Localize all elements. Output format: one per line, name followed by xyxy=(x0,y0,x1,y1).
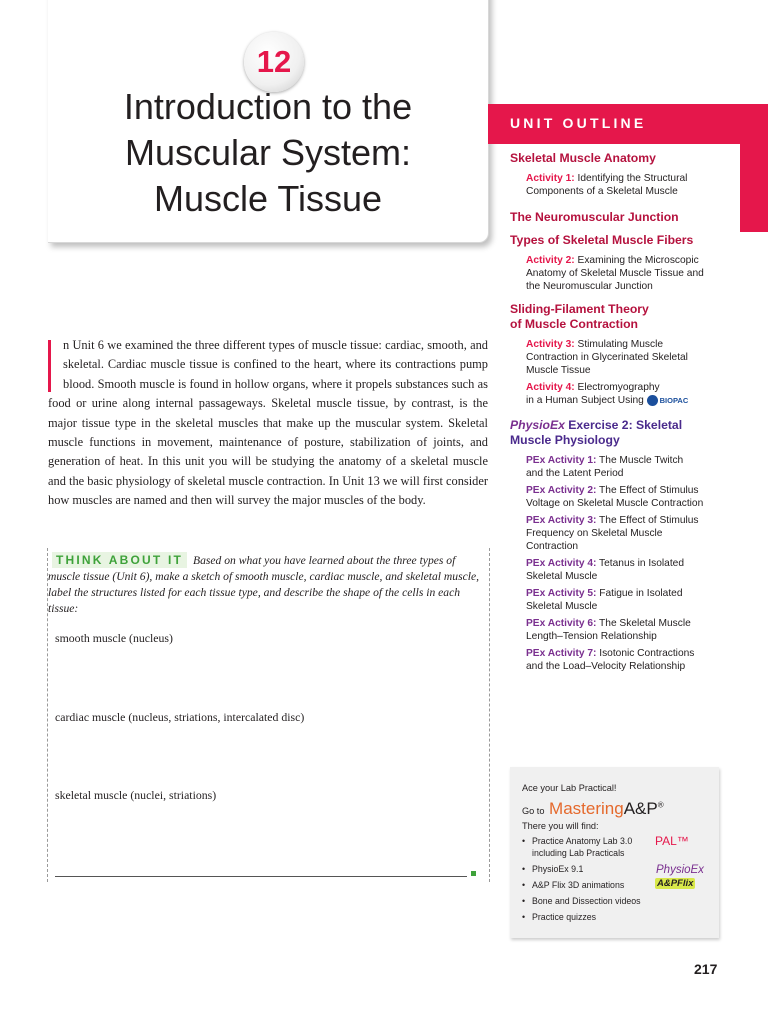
activity-text: The Effect of Stimulus xyxy=(596,515,699,527)
intro-text: n Unit 6 we examined the three different types of muscle tissue: cardiac, smooth, and skeletal. Cardiac muscle tissue is confined to the heart, where its contractions pump blood. Smooth muscle is found in hollow organs, where it propels substances such as food or urine along internal passageways. Skeletal muscle tissue, by contrast, is the major tissue type in the skeletal muscles that make up the muscular system. Skeletal muscle functions in movement, maintenance of posture, stabilization of joints, and generation of heat. In this unit you will be studying the anatomy of a skeletal muscle and the basic physiology of skeletal muscle contraction. In Unit 13 we will first consider how muscles are named and then will survey the major muscles of the body. xyxy=(48,338,488,508)
outline-section-title: The Neuromuscular Junction xyxy=(510,210,679,224)
activity-text: The Effect of Stimulus xyxy=(596,485,699,497)
biopac-icon xyxy=(647,395,658,406)
activity-text: Skeletal Muscle xyxy=(526,601,598,613)
chapter-number: 12 xyxy=(256,44,292,79)
pex-activity xyxy=(526,587,740,613)
chapter-title-line: Muscular System: xyxy=(124,132,412,173)
section-title-line: of Muscle Contraction xyxy=(510,317,638,331)
apflix-logo: A&PFlix xyxy=(657,878,694,889)
pex-activity xyxy=(526,514,740,553)
promo-find: There you will find: xyxy=(522,821,599,831)
physioex-logo: PhysioEx xyxy=(510,418,565,433)
activity-text: Identifying the Structural xyxy=(574,173,688,184)
outline-activity xyxy=(526,172,740,198)
activity-text: Isotonic Contractions xyxy=(596,648,695,660)
physioex-title-text: Exercise 2: Skeletal xyxy=(564,418,683,433)
outline-activity xyxy=(526,381,740,407)
logo-ap: A&P xyxy=(623,799,658,818)
logo-mastering: Mastering xyxy=(549,799,624,818)
activity-text: Voltage on Skeletal Muscle Contraction xyxy=(526,498,704,510)
answer-line xyxy=(55,876,467,877)
tissue-item: smooth muscle (nucleus) xyxy=(55,631,173,645)
promo-list-item: • A&P Flix 3D animations xyxy=(520,879,710,891)
outline-activity xyxy=(526,338,740,377)
activity-key: PEx Activity 4: xyxy=(526,558,597,570)
promo-list-item: • Bone and Dissection videos xyxy=(520,895,710,907)
promo-goto-text: Go to xyxy=(522,806,545,816)
pex-activity xyxy=(526,617,740,643)
promo-list-item: • Practice Anatomy Lab 3.0 including Lab Practicals xyxy=(520,835,660,859)
chapter-number-badge xyxy=(244,32,304,92)
unit-outline-header xyxy=(488,104,768,144)
activity-key: PEx Activity 3: xyxy=(526,515,597,527)
logo-registered: ® xyxy=(657,800,664,810)
activity-key: PEx Activity 1: xyxy=(526,455,597,467)
section-title-line: Sliding-Filament Theory xyxy=(510,302,649,316)
mastering-ap-logo[interactable] xyxy=(549,799,664,818)
outline-section-title: Types of Skeletal Muscle Fibers xyxy=(510,233,694,247)
activity-text: Frequency on Skeletal Muscle xyxy=(526,528,663,540)
pex-activity xyxy=(526,484,740,510)
pex-activity xyxy=(526,557,740,583)
activity-key: Activity 3: xyxy=(526,339,575,350)
activity-text: Muscle Tissue xyxy=(526,365,591,376)
tissue-item: cardiac muscle (nucleus, striations, intercalated disc) xyxy=(55,710,305,724)
pex-activity xyxy=(526,647,740,673)
promo-list-item: • Practice quizzes xyxy=(520,911,710,923)
chapter-title-line: Muscle Tissue xyxy=(153,178,383,219)
intro-paragraph xyxy=(48,336,488,511)
tissue-item: skeletal muscle (nuclei, striations) xyxy=(55,788,217,802)
activity-text: and the Load–Velocity Relationship xyxy=(526,661,686,673)
activity-text: Components of a Skeletal Muscle xyxy=(526,186,678,197)
physioex-title-text: Muscle Physiology xyxy=(510,433,620,448)
activity-text: Stimulating Muscle xyxy=(574,339,664,350)
physioex-section-title xyxy=(510,418,740,448)
activity-key: PEx Activity 2: xyxy=(526,485,597,497)
mastering-ap-promo xyxy=(510,767,719,938)
activity-text: Fatigue in Isolated xyxy=(596,588,683,600)
page-number: 217 xyxy=(694,961,718,977)
unit-outline-heading: UNIT OUTLINE xyxy=(510,115,647,131)
outline-activity xyxy=(526,254,740,293)
promo-goto xyxy=(522,799,664,819)
activity-text: in a Human Subject Using xyxy=(526,395,647,407)
unit-outline xyxy=(510,151,740,677)
promo-list-item: • PhysioEx 9.1 xyxy=(520,863,710,875)
activity-text: Anatomy of Skeletal Muscle Tissue and xyxy=(526,268,704,279)
outline-accent-bar xyxy=(740,144,768,232)
activity-key: PEx Activity 6: xyxy=(526,618,597,630)
activity-key: Activity 1: xyxy=(526,173,575,184)
activity-key: Activity 4: xyxy=(526,382,575,393)
activity-key: PEx Activity 7: xyxy=(526,648,597,660)
think-prompt-text: Based on what you have learned about the three types of muscle tissue (Unit 6), make a sketch of smooth muscle, cardiac muscle, and skeletal muscle, label the structures listed for each tissue type, and describe the shape of the cells in each tissue: xyxy=(48,554,480,615)
activity-text: The Muscle Twitch xyxy=(596,455,684,467)
think-about-it-label: THINK ABOUT IT xyxy=(52,552,187,568)
outline-section-title: Skeletal Muscle Anatomy xyxy=(510,151,656,165)
pex-activity xyxy=(526,454,740,480)
biopac-logo-text: BIOPAC xyxy=(659,396,689,405)
outline-section-title xyxy=(510,302,740,332)
chapter-title-card xyxy=(48,0,489,243)
activity-text: Tetanus in Isolated xyxy=(596,558,685,570)
physioex-promo-logo: PhysioEx xyxy=(656,864,704,876)
chapter-title xyxy=(48,84,488,222)
chapter-title-line: Introduction to the xyxy=(123,86,413,127)
activity-text: Length–Tension Relationship xyxy=(526,631,657,643)
think-about-it-prompt xyxy=(48,552,488,617)
activity-text: Skeletal Muscle xyxy=(526,571,598,583)
activity-text: and the Latent Period xyxy=(526,468,624,480)
activity-text: The Skeletal Muscle xyxy=(596,618,691,630)
activity-text: Contraction in Glycerinated Skeletal xyxy=(526,352,688,363)
promo-intro: Ace your Lab Practical! xyxy=(522,783,617,793)
activity-text: Contraction xyxy=(526,541,579,553)
biopac-logo xyxy=(647,394,689,407)
activity-key: Activity 2: xyxy=(526,255,575,266)
activity-text: the Neuromuscular Junction xyxy=(526,281,653,292)
activity-key: PEx Activity 5: xyxy=(526,588,597,600)
pal-logo: PAL™ xyxy=(655,834,689,848)
activity-text: Examining the Microscopic xyxy=(574,255,699,266)
activity-text: Electromyography xyxy=(574,382,660,393)
drop-cap-spacer xyxy=(48,336,63,394)
end-mark-icon xyxy=(471,871,476,876)
